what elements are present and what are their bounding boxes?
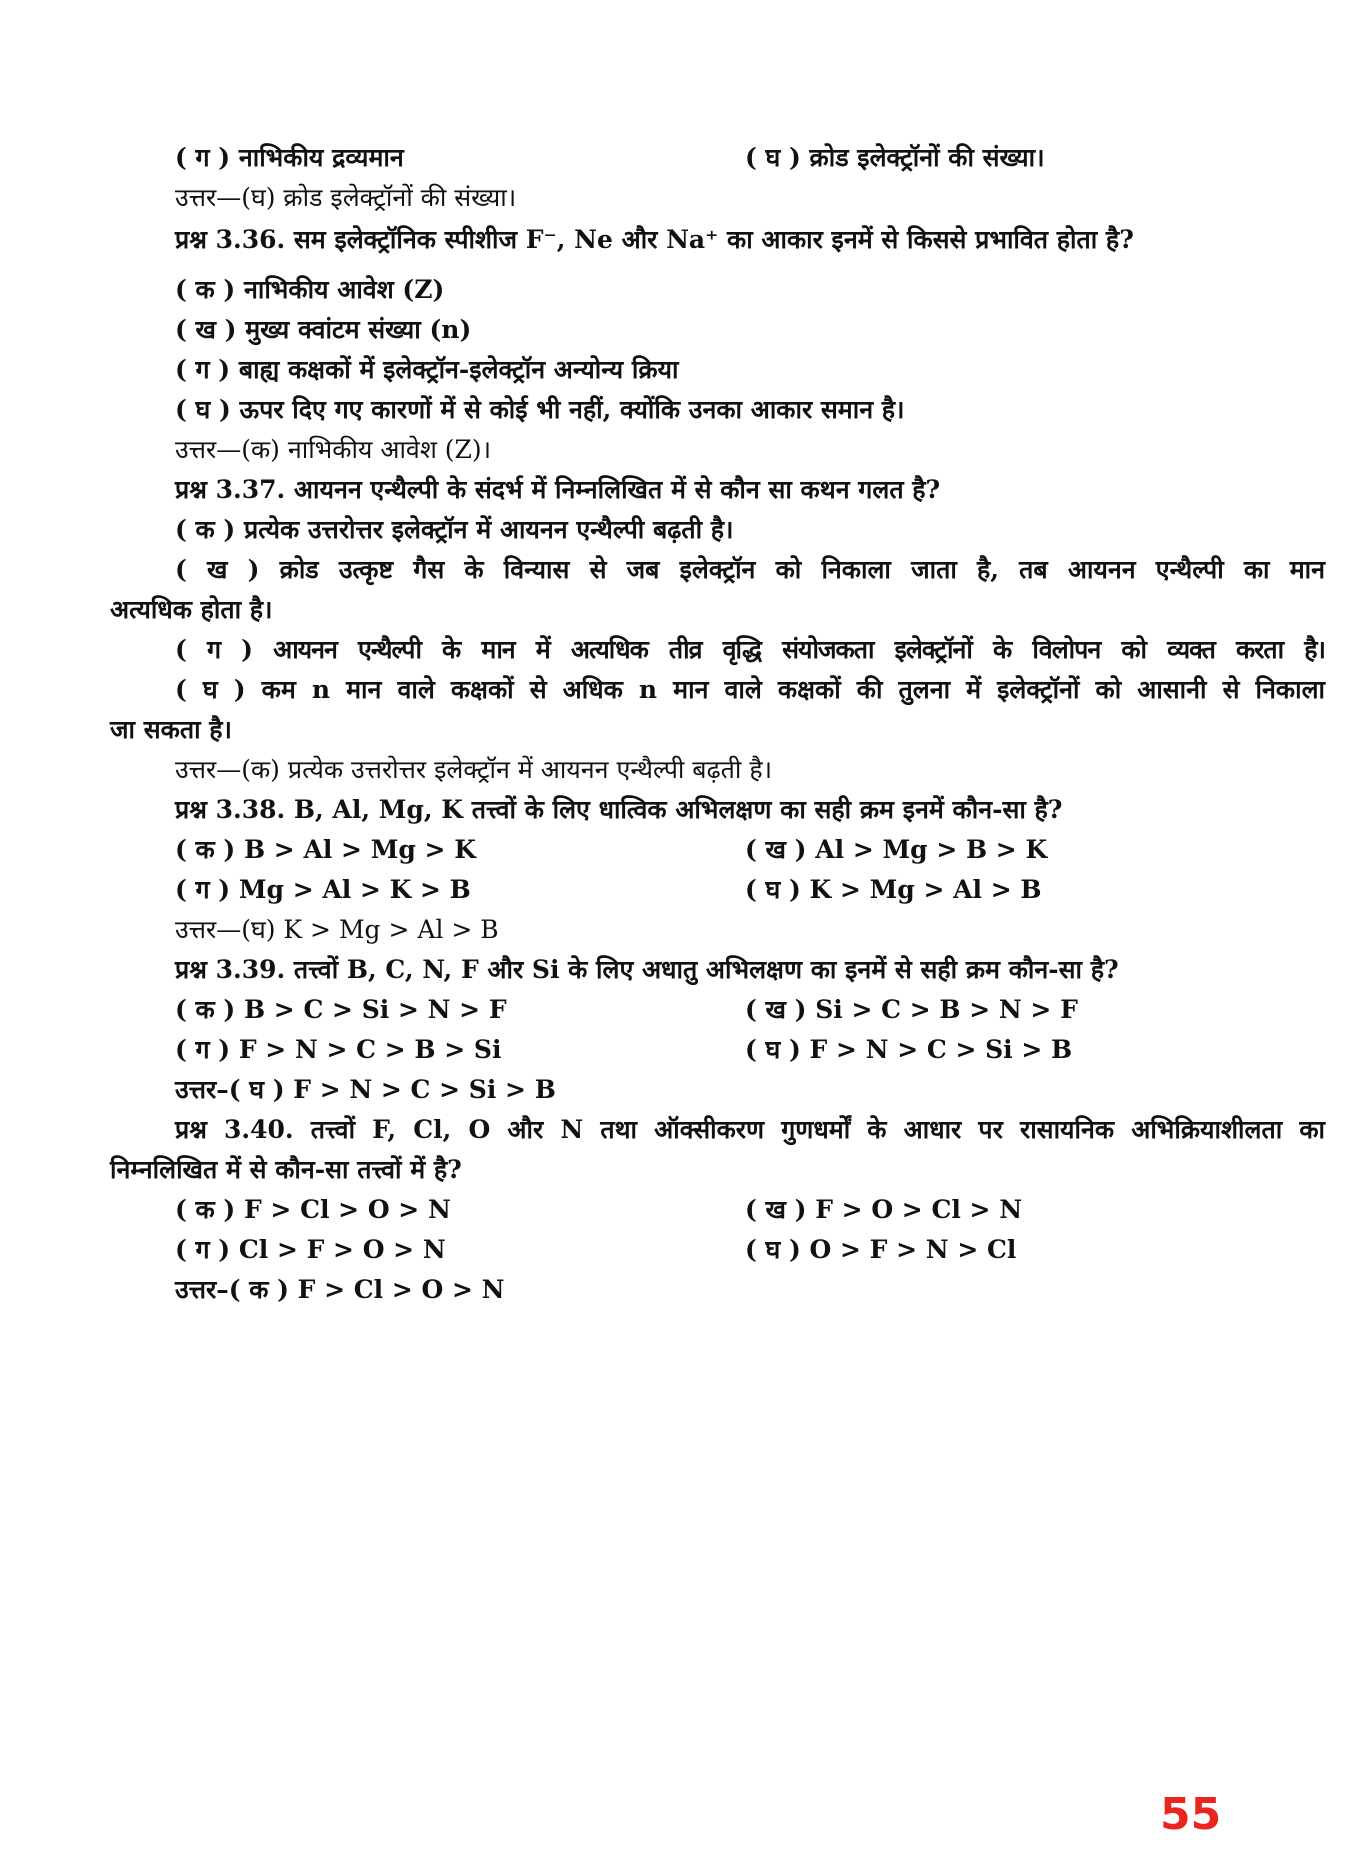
q338-answer: उत्तर—(घ) K > Mg > Al > B	[175, 915, 499, 944]
prev-option-d: ( घ ) क्रोड इलेक्ट्रॉनों की संख्या।	[745, 143, 1045, 172]
prev-option-c: ( ग ) नाभिकीय द्रव्यमान	[175, 143, 404, 172]
q339-option-c: ( ग ) F > N > C > B > Si	[175, 1035, 502, 1064]
q338-option-a: ( क ) B > Al > Mg > K	[175, 835, 476, 864]
q339-answer: उत्तर–( घ ) F > N > C > Si > B	[175, 1075, 556, 1104]
q338-option-c: ( ग ) Mg > Al > K > B	[175, 875, 471, 904]
q336-option-c: ( ग ) बाह्य कक्षकों में इलेक्ट्रॉन-इलेक्ट्रॉन अन्योन्य क्रिया	[175, 355, 679, 384]
question-3-37: प्रश्न 3.37. आयनन एन्थैल्पी के संदर्भ में निम्नलिखित में से कौन सा कथन गलत है?	[175, 475, 941, 504]
question-3-40-line1: प्रश्न 3.40. तत्त्वों F, Cl, O और N तथा ऑक्सीकरण गुणधर्मों के आधार पर रासायनिक अभिक्रियाशीलता का	[175, 1115, 1325, 1144]
prev-answer: उत्तर—(घ) क्रोड इलेक्ट्रॉनों की संख्या।	[175, 183, 517, 212]
q339-option-b: ( ख ) Si > C > B > N > F	[745, 995, 1078, 1024]
question-3-36: प्रश्न 3.36. सम इलेक्ट्रॉनिक स्पीशीज F⁻, Ne और Na⁺ का आकार इनमें से किससे प्रभावित होता है?	[175, 225, 1134, 254]
question-3-38: प्रश्न 3.38. B, Al, Mg, K तत्त्वों के लिए धात्विक अभिलक्षण का सही क्रम इनमें कौन-सा है?	[175, 795, 1063, 824]
q337-answer: उत्तर—(क) प्रत्येक उत्तरोत्तर इलेक्ट्रॉन में आयनन एन्थैल्पी बढ़ती है।	[175, 755, 773, 784]
page-number: 55	[1160, 1789, 1222, 1840]
q340-option-d: ( घ ) O > F > N > Cl	[745, 1235, 1017, 1264]
q340-option-c: ( ग ) Cl > F > O > N	[175, 1235, 446, 1264]
q337-option-b-line1: ( ख ) क्रोड उत्कृष्ट गैस के विन्यास से जब इलेक्ट्रॉन को निकाला जाता है, तब आयनन एन्थैल्पी का मान	[175, 555, 1325, 584]
q337-option-b-line2: अत्यधिक होता है।	[110, 595, 273, 624]
question-3-39: प्रश्न 3.39. तत्त्वों B, C, N, F और Si के लिए अधातु अभिलक्षण का इनमें से सही क्रम कौन-सा है?	[175, 955, 1119, 984]
q337-option-d-line1: ( घ ) कम n मान वाले कक्षकों से अधिक n मान वाले कक्षकों की तुलना में इलेक्ट्रॉनों को आसानी से निकाला	[175, 675, 1325, 704]
q340-answer: उत्तर–( क ) F > Cl > O > N	[175, 1275, 505, 1304]
q337-option-a: ( क ) प्रत्येक उत्तरोत्तर इलेक्ट्रॉन में आयनन एन्थैल्पी बढ़ती है।	[175, 515, 734, 544]
q338-option-b: ( ख ) Al > Mg > B > K	[745, 835, 1048, 864]
q337-option-d-line2: जा सकता है।	[110, 715, 233, 744]
q340-option-a: ( क ) F > Cl > O > N	[175, 1195, 451, 1224]
q336-option-a: ( क ) नाभिकीय आवेश (Z)	[175, 275, 445, 304]
q336-option-b: ( ख ) मुख्य क्वांटम संख्या (n)	[175, 315, 472, 344]
question-3-40-line2: निम्नलिखित में से कौन-सा तत्त्वों में है?	[110, 1155, 462, 1184]
q337-option-c: ( ग ) आयनन एन्थैल्पी के मान में अत्यधिक तीव्र वृद्धि संयोजकता इलेक्ट्रॉनों के विलोपन को व्यक्त करता है।	[175, 635, 1325, 664]
q336-answer: उत्तर—(क) नाभिकीय आवेश (Z)।	[175, 435, 492, 464]
q338-option-d: ( घ ) K > Mg > Al > B	[745, 875, 1042, 904]
q336-option-d: ( घ ) ऊपर दिए गए कारणों में से कोई भी नहीं, क्योंकि उनका आकार समान है।	[175, 395, 905, 424]
q339-option-d: ( घ ) F > N > C > Si > B	[745, 1035, 1073, 1064]
q339-option-a: ( क ) B > C > Si > N > F	[175, 995, 507, 1024]
q340-option-b: ( ख ) F > O > Cl > N	[745, 1195, 1023, 1224]
